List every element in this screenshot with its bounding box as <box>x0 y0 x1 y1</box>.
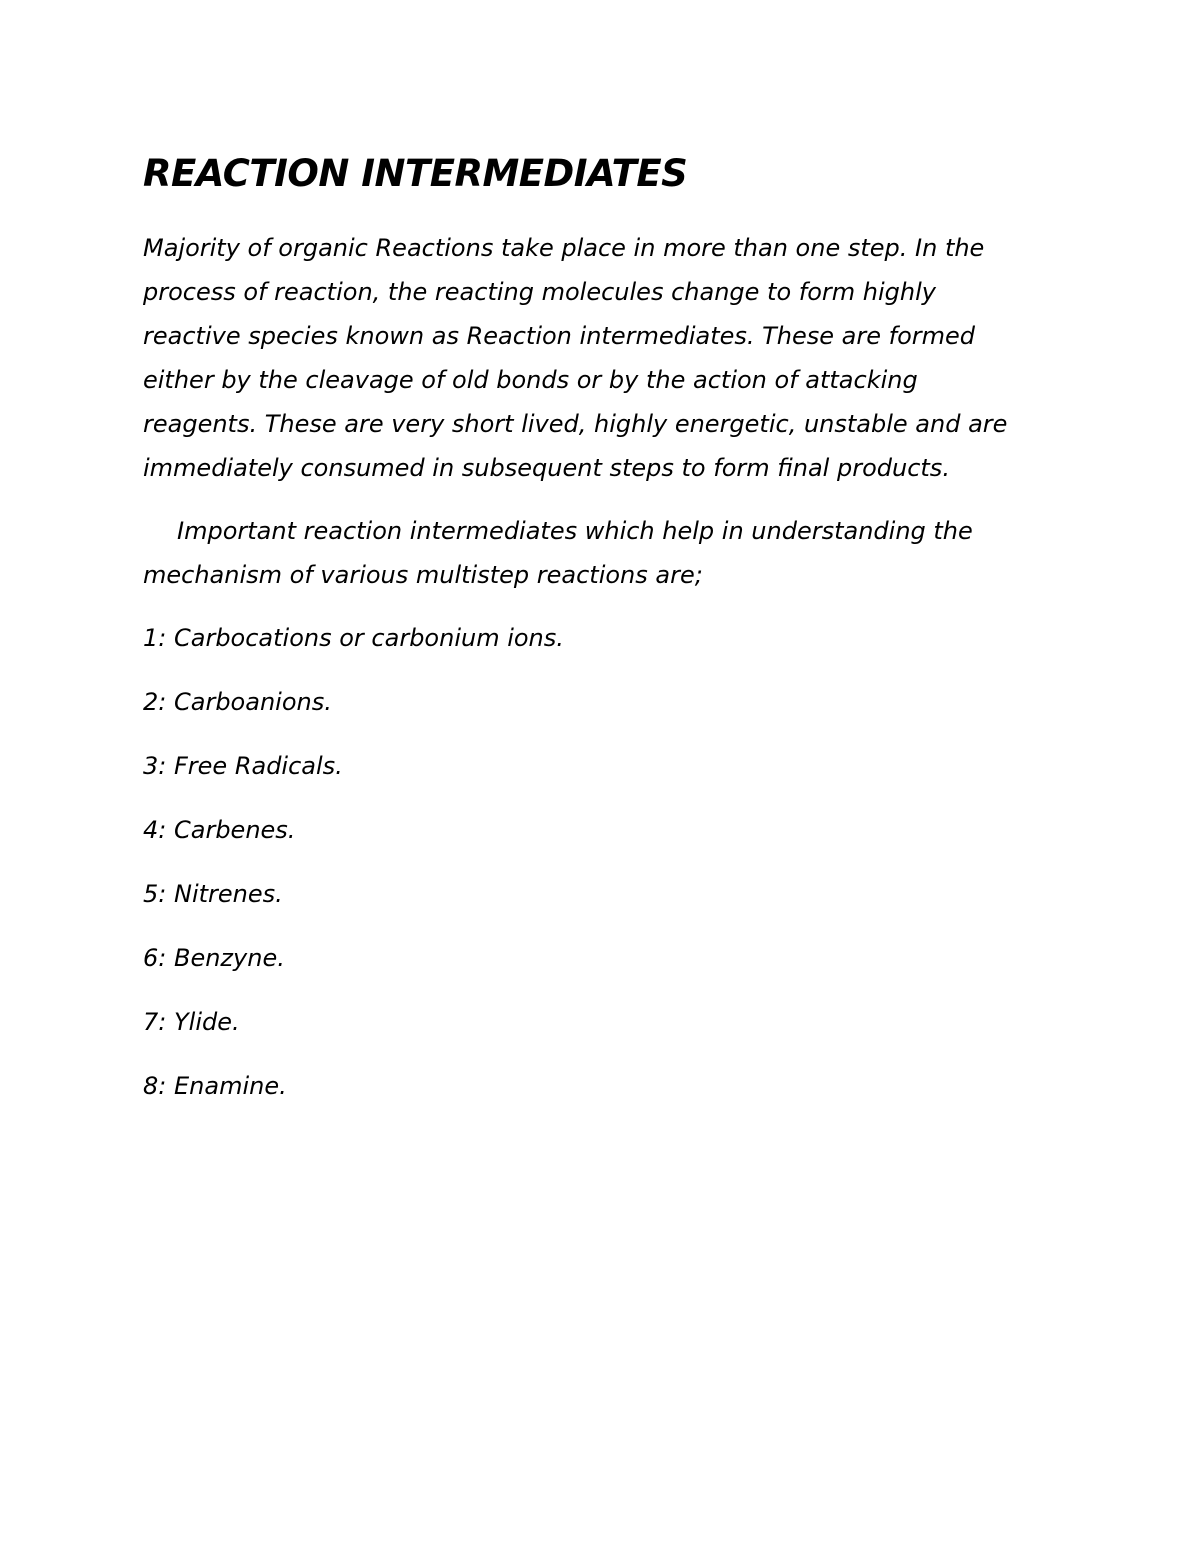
paragraph-line: either by the cleavage of old bonds or by the action of attacking <box>143 366 918 394</box>
paragraph-line: reactive species known as Reaction intermediates. These are formed <box>143 322 976 350</box>
list-item: 5: Nitrenes. <box>143 880 283 908</box>
paragraph-line: mechanism of various multistep reactions are; <box>143 561 703 589</box>
list-item: 2: Carboanions. <box>143 688 332 716</box>
list-item: 1: Carbocations or carbonium ions. <box>143 624 564 652</box>
list-item: 4: Carbenes. <box>143 816 296 844</box>
intro-paragraph <box>143 226 1063 490</box>
list-item: 8: Enamine. <box>143 1072 287 1100</box>
paragraph-line: Important reaction intermediates which help in understanding the <box>177 517 973 545</box>
document-title: REACTION INTERMEDIATES <box>143 152 688 195</box>
paragraph-line: immediately consumed in subsequent steps to form final products. <box>143 454 950 482</box>
list-item: 3: Free Radicals. <box>143 752 343 780</box>
paragraph-line: reagents. These are very short lived, highly energetic, unstable and are <box>143 410 1008 438</box>
important-intermediates-paragraph <box>143 509 1063 597</box>
intermediates-list <box>143 616 1063 1108</box>
paragraph-line: Majority of organic Reactions take place in more than one step. In the <box>143 234 985 262</box>
document-content <box>143 148 1063 1128</box>
list-item: 7: Ylide. <box>143 1008 240 1036</box>
list-item: 6: Benzyne. <box>143 944 285 972</box>
paragraph-line: process of reaction, the reacting molecules change to form highly <box>143 278 936 306</box>
